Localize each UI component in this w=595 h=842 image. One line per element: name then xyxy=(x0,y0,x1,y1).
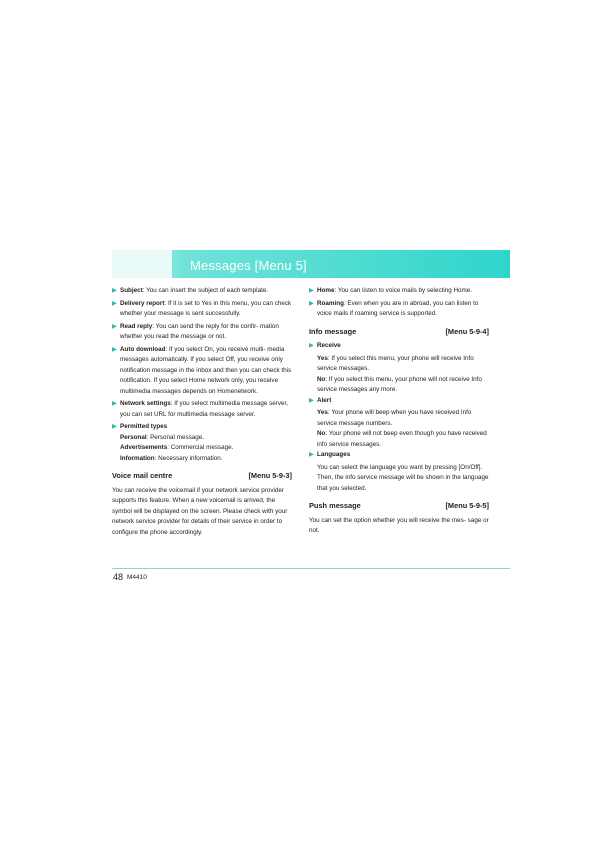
model-name: M4410 xyxy=(127,574,147,581)
list-item: ▶ Languages xyxy=(309,450,489,461)
list-item: ▶ Delivery report: If it is set to Yes in this menu, you can check whether your message is sent successfully. xyxy=(112,299,292,317)
left-column xyxy=(112,286,292,538)
sub-item: You can select the language you want by pressing [On/Off]. Then, the info service message will be shown in the language that you selected. xyxy=(317,463,489,492)
footer-rule xyxy=(112,568,510,569)
section-body: You can receive the voicemail if your network service provider supports this feature. When a new voicemail is arrived, the symbol will be displayed on the screen. Please check with your network service provider for details of their service in order to configure the phone accordingly. xyxy=(112,486,288,536)
list-item: ▶ Roaming: Even when you are in abroad, you can listen to voice mails if roaming service is supported. xyxy=(309,299,479,317)
section-body: You can set the option whether you will receive the mes- sage or not. xyxy=(309,516,489,534)
arrow-icon: ▶ xyxy=(309,299,314,307)
arrow-icon: ▶ xyxy=(112,345,117,353)
arrow-icon: ▶ xyxy=(309,287,314,294)
list-item: ▶ Subject: You can insert the subject of each template. xyxy=(112,286,292,297)
list-item: ▶ Network settings: If you select multimedia message server, you can set URL for multimedia message server. xyxy=(112,400,288,418)
header-bar-accent xyxy=(112,250,172,278)
arrow-icon: ▶ xyxy=(309,451,314,458)
sub-item: No: If you select this menu, your phone will not receive Info service messages any more. xyxy=(317,375,482,393)
list-item: ▶ Home: You can listen to voice mails by selecting Home. xyxy=(309,286,489,297)
page-number: 48 xyxy=(113,572,124,582)
arrow-icon: ▶ xyxy=(112,423,117,430)
list-item: ▶ Receive xyxy=(309,341,489,352)
arrow-icon: ▶ xyxy=(309,396,314,404)
right-column xyxy=(309,286,489,537)
list-item: ▶ Permitted types Personal: Personal message. Advertisements: Commercial message. Information: Necessary information. xyxy=(112,423,234,462)
sub-item: Yes: Your phone will beep when you have received Info service message numbers. xyxy=(317,409,472,427)
section-heading: Voice mail centre [Menu 5-9-3] xyxy=(112,471,292,480)
arrow-icon: ▶ xyxy=(309,342,314,349)
sub-item: No: Your phone will not beep even though you have received info service messages. xyxy=(317,430,487,448)
section-heading: Info message [Menu 5-9-4] xyxy=(309,326,489,336)
sub-item: Yes: If you select this menu, your phone will receive Info service messages. xyxy=(317,354,474,372)
header-bar xyxy=(112,250,510,278)
list-item: ▶ Read reply: You can send the reply for the confir- mation whether you read the message or not. xyxy=(112,322,279,340)
arrow-icon: ▶ xyxy=(112,299,117,307)
arrow-icon: ▶ xyxy=(112,400,117,407)
list-item: ▶ Auto download: If you select On, you receive multi- media messages automatically. If you select Off, you receive only notification message in the inbox and then you can check this notification. If you select Home network only, you receive multimedia messages depends on Homenetwork. xyxy=(112,345,292,395)
arrow-icon: ▶ xyxy=(112,287,117,294)
page-title: Messages [Menu 5] xyxy=(190,258,307,273)
list-item: ▶ Alert xyxy=(309,396,489,407)
arrow-icon: ▶ xyxy=(112,322,117,330)
section-heading: Push message [Menu 5-9-5] xyxy=(309,501,489,510)
